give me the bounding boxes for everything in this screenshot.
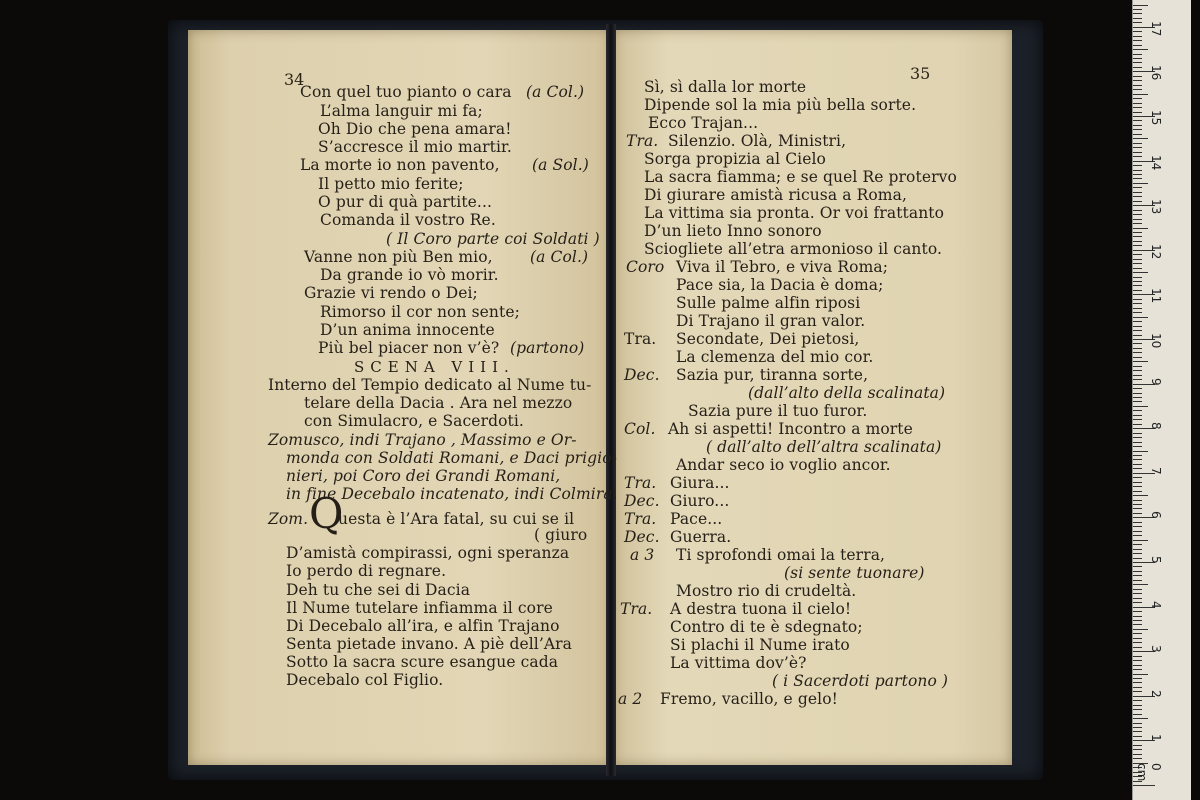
verse-line: Di giurare amistà ricusa a Roma, (644, 186, 907, 204)
ruler-tick (1133, 272, 1148, 273)
ruler-tick (1133, 669, 1142, 670)
ruler-number: 1 (1149, 734, 1163, 743)
ruler-tick (1133, 642, 1142, 643)
ruler-tick (1133, 406, 1148, 407)
ruler-tick (1133, 705, 1142, 706)
ruler-tick (1133, 714, 1142, 715)
ruler-tick (1133, 348, 1142, 349)
verse-line: La morte io non pavento, (300, 156, 500, 174)
ruler-tick (1133, 31, 1142, 32)
ruler-tick (1133, 40, 1142, 41)
speaker-label: Coro (626, 258, 665, 276)
ruler-tick (1133, 544, 1142, 545)
verse-line: La vittima sia pronta. Or voi frattanto (644, 204, 945, 222)
ruler-tick (1133, 468, 1142, 469)
verse-line: Secondate, Dei pietosi, (676, 330, 860, 348)
ruler-tick (1133, 691, 1142, 692)
ruler-tick (1133, 678, 1142, 679)
verse-line: Senta pietade invano. A piè dell’Ara (286, 635, 573, 653)
stage-direction: (dall’alto della scalinata) (748, 384, 946, 402)
ruler-tick (1133, 674, 1148, 675)
verse-line: La sacra fiamma; e se quel Re protervo (644, 168, 957, 186)
ruler-tick (1133, 370, 1142, 371)
ruler-tick (1133, 660, 1142, 661)
ruler-tick (1133, 326, 1142, 327)
verse-line: Mostro rio di crudeltà. (676, 582, 857, 600)
ruler-tick (1133, 174, 1142, 175)
verse-line: Pace... (670, 510, 723, 528)
ruler-tick (1133, 312, 1142, 313)
ruler-tick (1133, 459, 1142, 460)
ruler-tick (1133, 424, 1142, 425)
ruler-tick (1133, 299, 1142, 300)
verse-line: D’un lieto Inno sonoro (644, 222, 822, 240)
ruler-number: 15 (1149, 110, 1163, 126)
ruler-tick (1133, 223, 1142, 224)
ruler-tick (1133, 76, 1142, 77)
ruler-tick (1133, 245, 1142, 246)
ruler-tick (1133, 94, 1148, 95)
ruler-number: 3 (1149, 645, 1163, 653)
scene-description: telare della Dacia . Ara nel mezzo (304, 394, 573, 412)
ruler-tick (1133, 723, 1142, 724)
verse-line: Si plachi il Nume irato (670, 636, 850, 654)
ruler-tick (1133, 241, 1142, 242)
verse-line: Io perdo di regnare. (286, 562, 447, 580)
ruler-tick (1133, 495, 1148, 496)
ruler-tick (1133, 388, 1142, 389)
speaker-label: Zom. (268, 510, 309, 528)
ruler-tick (1133, 575, 1142, 576)
ruler-tick (1133, 192, 1142, 193)
ruler-tick (1133, 156, 1142, 157)
verse-line: Comanda il vostro Re. (320, 211, 496, 229)
ruler-tick (1133, 611, 1142, 612)
ruler-tick (1133, 620, 1142, 621)
ruler-number: 11 (1149, 288, 1163, 304)
ruler-tick (1133, 366, 1142, 367)
ruler-tick (1133, 584, 1148, 585)
ruler-tick (1133, 540, 1148, 541)
ruler-tick (1133, 700, 1142, 701)
ruler-tick (1133, 120, 1142, 121)
ruler-tick (1133, 419, 1142, 420)
ruler-tick (1133, 531, 1142, 532)
ruler-tick (1133, 446, 1142, 447)
ruler-tick (1133, 196, 1142, 197)
verse-line: Sorga propizia al Cielo (644, 150, 826, 168)
ruler-tick (1133, 357, 1142, 358)
character-list: Zomusco, indi Trajano , Massimo e Or- (268, 431, 577, 449)
ruler-tick (1133, 303, 1142, 304)
ruler-tick (1133, 321, 1142, 322)
ruler-tick (1133, 464, 1142, 465)
ruler-tick (1133, 152, 1142, 153)
ruler-tick (1133, 477, 1142, 478)
ruler-tick (1133, 5, 1148, 6)
ruler-number: 2 (1149, 689, 1163, 698)
ruler-tick (1133, 183, 1148, 184)
ruler-tick (1133, 522, 1142, 523)
ruler-number: 10 (1149, 333, 1163, 349)
ruler-number: 4 (1149, 600, 1163, 609)
ruler-tick (1133, 598, 1142, 599)
ruler-tick (1133, 624, 1142, 625)
verse-line: D’amistà compirassi, ogni speranza (286, 544, 570, 562)
verse-line: Giura... (670, 474, 730, 492)
ruler-tick (1133, 45, 1142, 46)
ruler-tick (1133, 143, 1142, 144)
stage-direction: (a Col.) (530, 248, 589, 266)
speaker-label: a 3 (630, 546, 655, 564)
speaker-label: Dec. (624, 528, 660, 546)
ruler-tick (1133, 335, 1142, 336)
speaker-label: Dec. (624, 492, 660, 510)
character-list: nieri, poi Coro dei Grandi Romani, (286, 467, 561, 485)
ruler-tick (1133, 513, 1142, 514)
verse-line: Decebalo col Figlio. (286, 671, 444, 689)
verse-line: Deh tu che sei di Dacia (286, 581, 471, 599)
ruler-tick (1133, 214, 1142, 215)
ruler-tick (1133, 486, 1142, 487)
scene-heading: SCENA VIII. (354, 358, 515, 376)
ruler-tick (1133, 232, 1142, 233)
ruler-tick (1133, 616, 1142, 617)
verse-line: Di Decebalo all’ira, e alfin Trajano (286, 617, 560, 635)
ruler-tick (1133, 718, 1148, 719)
verse-line: Rimorso il cor non sente; (320, 303, 520, 321)
verse-line: Ti sprofondi omai la terra, (676, 546, 886, 564)
ruler-number: 5 (1149, 556, 1163, 564)
stage-direction: ( i Sacerdoti partono ) (772, 672, 949, 690)
verse-line: Il petto mio ferite; (318, 175, 464, 193)
ruler-tick (1133, 103, 1142, 104)
speaker-label: Tra. (624, 474, 657, 492)
ruler-tick (1133, 727, 1142, 728)
ruler-tick (1133, 147, 1142, 148)
ruler-tick (1133, 571, 1142, 572)
ruler-tick (1133, 98, 1142, 99)
ruler-tick (1133, 749, 1142, 750)
ruler-tick (1133, 129, 1142, 130)
ruler-tick (1133, 125, 1142, 126)
verse-line: Pace sia, la Dacia è doma; (676, 276, 884, 294)
ruler-tick (1133, 731, 1142, 732)
ruler-number: 7 (1149, 466, 1163, 475)
ruler-tick (1133, 9, 1142, 10)
ruler-tick (1133, 254, 1142, 255)
ruler-tick (1133, 500, 1142, 501)
ruler-tick (1133, 36, 1142, 37)
ruler-tick (1133, 58, 1142, 59)
verse-line: Sì, sì dalla lor morte (644, 78, 807, 96)
speaker-label: Tra. (624, 330, 657, 348)
verse-line: Ah si aspetti! Incontro a morte (668, 420, 913, 438)
ruler-tick (1133, 580, 1142, 581)
ruler-tick (1133, 558, 1142, 559)
verse-line: O pur di quà partite... (318, 193, 492, 211)
verse-line: A destra tuona il cielo! (670, 600, 852, 618)
ruler-tick (1133, 352, 1142, 353)
stage-direction: (a Sol.) (532, 156, 589, 174)
verse-line: Guerra. (670, 528, 732, 546)
verse-continuation: ( giuro (534, 526, 588, 544)
verse-line: S’accresce il mio martir. (318, 138, 512, 156)
ruler-tick (1133, 138, 1148, 139)
ruler-tick (1133, 134, 1142, 135)
ruler-tick (1133, 549, 1142, 550)
verse-line: Contro di te è sdegnato; (670, 618, 863, 636)
ruler-tick (1133, 491, 1142, 492)
ruler-tick (1133, 107, 1142, 108)
book-gutter (606, 24, 616, 776)
verse-line: Sazia pure il tuo furor. (688, 402, 868, 420)
drop-cap: Q (309, 489, 344, 538)
ruler-tick (1133, 54, 1142, 55)
ruler-tick (1133, 433, 1142, 434)
ruler-tick (1133, 330, 1142, 331)
ruler-tick (1133, 187, 1142, 188)
ruler-tick (1133, 410, 1142, 411)
verse-line: Grazie vi rendo o Dei; (304, 284, 478, 302)
ruler-tick (1133, 526, 1142, 527)
ruler-tick (1133, 201, 1142, 202)
ruler-tick (1133, 277, 1142, 278)
verse-line: La vittima dov’è? (670, 654, 807, 672)
verse-line: Sazia pur, tiranna sorte, (676, 366, 869, 384)
ruler-tick (1133, 13, 1142, 14)
ruler-tick (1133, 589, 1142, 590)
ruler-tick (1133, 361, 1148, 362)
ruler-tick (1133, 165, 1142, 166)
verse-line: Vanne non più Ben mio, (304, 248, 493, 266)
ruler-tick (1133, 602, 1142, 603)
ruler-tick (1133, 451, 1148, 452)
ruler-tick (1133, 442, 1142, 443)
verse-line: Viva il Tebro, e viva Roma; (676, 258, 889, 276)
ruler-tick (1133, 593, 1142, 594)
ruler-tick (1133, 80, 1142, 81)
ruler-tick (1133, 281, 1142, 282)
verse-line: D’un anima innocente (320, 321, 495, 339)
ruler-tick (1133, 455, 1142, 456)
ruler-tick (1133, 393, 1142, 394)
verse-line: Da grande io vò morir. (320, 266, 499, 284)
stage-direction: (a Col.) (526, 83, 585, 101)
scene-description: Interno del Tempio dedicato al Nume tu- (268, 376, 592, 394)
ruler-tick (1133, 228, 1148, 229)
ruler-tick (1133, 656, 1142, 657)
verse-line: L’alma languir mi fa; (320, 102, 483, 120)
ruler-tick (1133, 178, 1142, 179)
ruler-tick (1133, 482, 1142, 483)
verse-line: Di Trajano il gran valor. (676, 312, 866, 330)
verse-line: Andar seco io voglio ancor. (676, 456, 891, 474)
measuring-ruler (1132, 0, 1191, 800)
ruler-tick (1133, 170, 1142, 171)
ruler-tick (1133, 308, 1142, 309)
ruler-tick (1133, 638, 1142, 639)
verse-line: uesta è l’Ara fatal, su cui se il (338, 510, 575, 528)
verse-line: Sotto la sacra scure esangue cada (286, 653, 559, 671)
ruler-number: 6 (1149, 511, 1163, 520)
ruler-tick (1133, 317, 1148, 318)
verse-line: Ecco Trajan... (648, 114, 759, 132)
ruler-tick (1133, 415, 1142, 416)
ruler-tick (1133, 18, 1142, 19)
verse-line: Sulle palme alfin riposi (676, 294, 861, 312)
speaker-label: Tra. (620, 600, 653, 618)
speaker-label: Col. (624, 420, 656, 438)
speaker-label: Dec. (624, 366, 660, 384)
ruler-tick (1133, 259, 1142, 260)
ruler-number: 16 (1149, 65, 1163, 81)
stage-direction: (partono) (510, 339, 585, 357)
ruler-tick (1133, 758, 1142, 759)
ruler-tick (1133, 553, 1142, 554)
character-list: monda con Soldati Romani, e Daci prigio- (286, 449, 618, 467)
ruler-number: 9 (1149, 377, 1163, 386)
ruler-tick (1133, 754, 1142, 755)
ruler-tick (1133, 112, 1142, 113)
page-number-right: 35 (910, 64, 931, 83)
page-number-left: 34 (284, 70, 305, 89)
speaker-label: Tra. (626, 132, 659, 150)
ruler-tick (1133, 62, 1142, 63)
ruler-tick (1133, 687, 1142, 688)
ruler-tick (1133, 290, 1142, 291)
speaker-label: a 2 (618, 690, 643, 708)
verse-line: Con quel tuo pianto o cara (300, 83, 512, 101)
ruler-tick (1133, 85, 1142, 86)
verse-line: Dipende sol la mia più bella sorte. (644, 96, 917, 114)
ruler-number: 13 (1149, 199, 1163, 215)
verse-line: Silenzio. Olà, Ministri, (668, 132, 847, 150)
ruler-tick (1133, 285, 1142, 286)
ruler-tick (1133, 508, 1142, 509)
ruler-tick (1133, 736, 1142, 737)
ruler-tick (1133, 682, 1142, 683)
ruler-tick (1133, 745, 1142, 746)
ruler-tick (1133, 647, 1142, 648)
ruler-tick (1133, 401, 1142, 402)
stage-direction: ( Il Coro parte coi Soldati ) (386, 230, 600, 248)
verse-line: Il Nume tutelare infiamma il core (286, 599, 553, 617)
ruler-tick (1133, 665, 1142, 666)
scene-description: con Simulacro, e Sacerdoti. (304, 412, 524, 430)
verse-line: Sciogliete all’etra armonioso il canto. (644, 240, 943, 258)
ruler-tick (1133, 397, 1142, 398)
ruler-tick (1133, 566, 1142, 567)
ruler-number: 12 (1149, 243, 1163, 260)
ruler-tick (1133, 375, 1142, 376)
speaker-label: Tra. (624, 510, 657, 528)
ruler-tick (1133, 263, 1142, 264)
ruler-tick (1133, 629, 1148, 630)
ruler-tick (1133, 22, 1142, 23)
ruler-tick (1133, 343, 1142, 344)
ruler-tick (1133, 210, 1142, 211)
verse-line: Fremo, vacillo, e gelo! (660, 690, 838, 708)
ruler-tick (1133, 709, 1142, 710)
ruler-unit-label: 0 cm (1135, 763, 1163, 782)
ruler-tick (1133, 219, 1142, 220)
ruler-tick (1133, 633, 1142, 634)
ruler-tick (1133, 236, 1142, 237)
ruler-tick (1133, 67, 1142, 68)
ruler-tick (1133, 89, 1142, 90)
stage-direction: (si sente tuonare) (784, 564, 925, 582)
ruler-tick (1133, 504, 1142, 505)
character-list: in fine Decebalo incatenato, indi Colmira. (286, 485, 618, 503)
ruler-tick (1133, 268, 1142, 269)
verse-line: La clemenza del mio cor. (676, 348, 874, 366)
ruler-tick (1133, 437, 1142, 438)
ruler-tick (1133, 379, 1142, 380)
ruler-tick (1133, 49, 1148, 50)
verse-line: Oh Dio che pena amara! (318, 120, 512, 138)
stage-direction: ( dall’alto dell’altra scalinata) (706, 438, 942, 456)
ruler-number: 17 (1149, 20, 1163, 37)
ruler-tick (1133, 535, 1142, 536)
ruler-number: 14 (1149, 154, 1163, 170)
verse-line: Più bel piacer non v’è? (318, 339, 500, 357)
ruler-number: 8 (1149, 422, 1163, 430)
verse-line: Giuro... (670, 492, 730, 510)
